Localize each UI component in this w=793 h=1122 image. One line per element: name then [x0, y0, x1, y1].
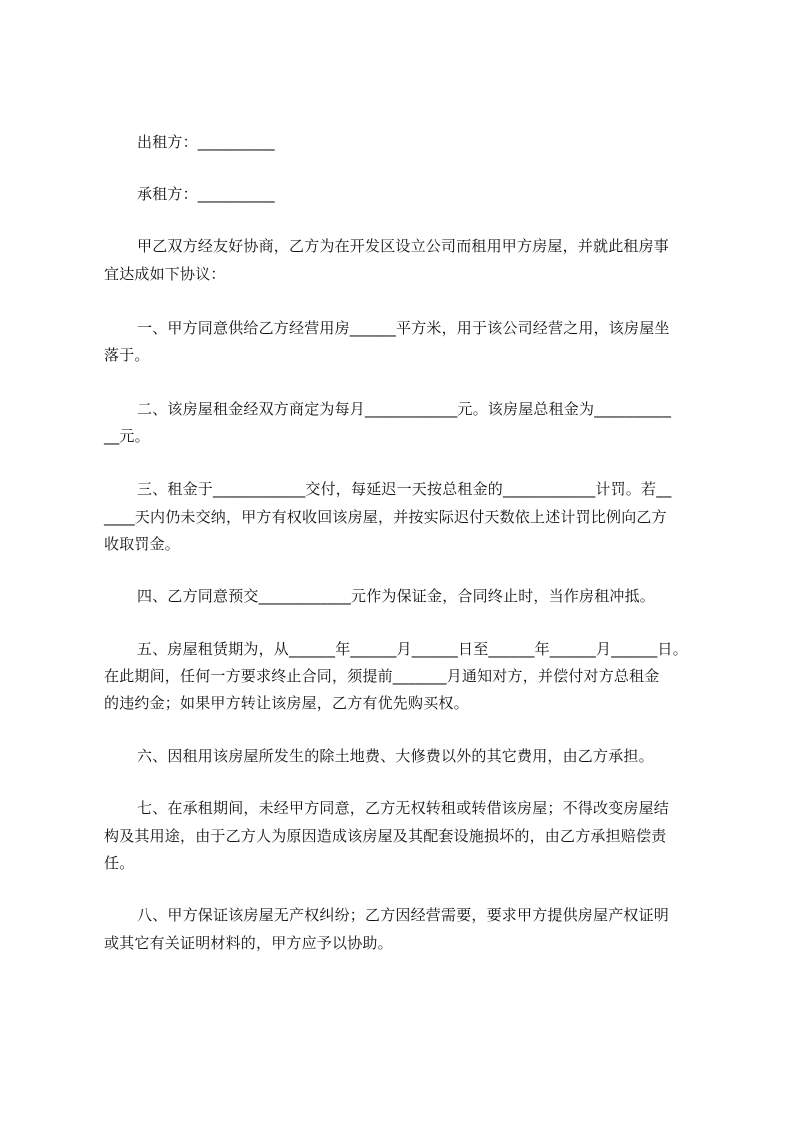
- paragraph-line: 在此期间，任何一方要求终止合同，须提前_______月通知对方，并偿付对方总租金: [104, 667, 660, 685]
- paragraph-line: 五、房屋租赁期为，从______年______月______日至______年______月______日。: [137, 640, 688, 658]
- paragraph-line: 收取罚金。: [104, 535, 181, 553]
- paragraph-line: 三、租金于____________交付，每延迟一天按总租金的____________计罚。若__: [137, 480, 672, 498]
- paragraph-line: 甲乙双方经友好协商，乙方为在开发区设立公司而租用甲方房屋，并就此租房事: [137, 237, 670, 255]
- paragraph-line: 二、该房屋租金经双方商定为每月____________元。该房屋总租金为__________: [137, 400, 672, 418]
- paragraph-line: 四、乙方同意预交____________元作为保证金，合同终止时，当作房租冲抵。: [137, 587, 656, 605]
- paragraph-line: 构及其用途，由于乙方人为原因造成该房屋及其配套设施损坏的，由乙方承担赔偿责: [104, 827, 667, 845]
- lessor-line: 出租方：__________: [137, 133, 275, 151]
- paragraph-line: 落于。: [104, 346, 150, 364]
- paragraph-line: 的违约金；如果甲方转让该房屋，乙方有优先购买权。: [104, 694, 469, 712]
- paragraph-line: 八、甲方保证该房屋无产权纠纷；乙方因经营需要，要求甲方提供房屋产权证明: [137, 906, 670, 924]
- paragraph-line: 宜达成如下协议：: [104, 265, 226, 283]
- paragraph-line: 七、在承租期间，未经甲方同意，乙方无权转租或转借该房屋；不得改变房屋结: [137, 799, 670, 817]
- paragraph-line: 任。: [104, 854, 135, 872]
- paragraph-line: 六、因租用该房屋所发生的除土地费、大修费以外的其它费用，由乙方承担。: [137, 747, 654, 765]
- paragraph-line: 或其它有关证明材料的，甲方应予以协助。: [104, 934, 393, 952]
- lessee-line: 承租方：__________: [137, 185, 275, 203]
- paragraph-line: 一、甲方同意供给乙方经营用房______平方米，用于该公司经营之用，该房屋坐: [137, 319, 670, 337]
- paragraph-line: ____天内仍未交纳，甲方有权收回该房屋，并按实际迟付天数依上述计罚比例向乙方: [104, 508, 667, 526]
- paragraph-line: __元。: [104, 427, 150, 445]
